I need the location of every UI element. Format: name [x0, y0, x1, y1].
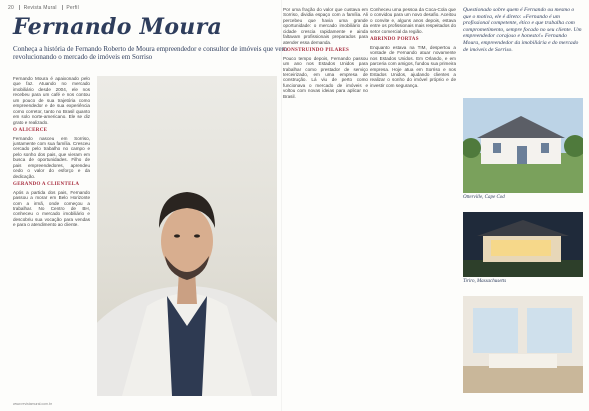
paragraph: Após a partida dos pais, Fernando passou a morar em Belo Horizonte com a irmã, onde começou a trabalhar. No Centro de BH, conheceu o mercado imobiliário e descobriu sua vocação para vendas e para o atendimento ao cliente. [13, 189, 90, 228]
window [541, 143, 549, 153]
pull-quote: Questionado sobre quem é Fernando ou mesmo o que o motiva, ele é direto: «Fernando é um profissional competente, ético e que trabalha com comprometimento, sempre focado no seu cliente. Um empreendedor corajoso e honesto!» Fernando Moura, empreendedor da imobiliária e do mercado de imóveis de Sorriso. [463, 7, 582, 53]
text-column-3 [370, 7, 456, 402]
window [527, 308, 572, 353]
lit-windows [491, 240, 551, 256]
magazine-name: Revista Mural [23, 5, 57, 11]
interior-illustration [463, 296, 583, 393]
paragraph: Enquanto estava na TIM, despertou a vontade de Fernando atuar novamente nos Estados Unidos. Em Orlando, e em parceria com amigos, fundou sua primeira empresa. Hoje atua em Sorriso e nos Estados Unidos, ajudando clientes a realizar o sonho do imóvel próprio e de investir com segurança. [370, 44, 456, 88]
door [517, 146, 527, 164]
masthead-divider [62, 5, 63, 10]
house-illustration [463, 98, 583, 193]
sofa [489, 354, 557, 368]
paragraph: Conheceu uma pessoa da Coca-Cola que o convidou para um novo desafio. Aceitou o convite e, alguns anos depois, estava entre os profissionais mais respeitados do setor comercial da região. [370, 7, 456, 34]
subheading-clientela: GERANDO A CLIENTELA [13, 182, 80, 188]
paragraph: Pouco tempo depois, Fernando passou um ano nos Estados Unidos para trabalhar como prestador de serviço terceirizado, em uma empresa de construção. Lá viu de perto como funcionava o mercado de imóveis e voltou com novas ideias para aplicar no Brasil. [283, 55, 368, 99]
masthead-divider [19, 5, 20, 10]
subheading-alicerce: O ALICERCE [13, 128, 48, 134]
masthead [8, 5, 82, 11]
window [473, 308, 518, 353]
text-column-1 [13, 76, 90, 396]
modern-house-illustration [463, 212, 583, 277]
window [493, 143, 501, 153]
paragraph: Fernando Moura é apaixonado pelo que faz. Atuando no mercado imobiliário desde 2004, ele nos recebeu para um café e nos contou um pouco de sua trajetória como empreendedor e de sua experiência como corretor, tanto no Brasil quanto em solo norte-americano. Ele se diz grato e realizado. [13, 76, 90, 125]
article-title: Fernando Moura [13, 14, 223, 40]
right-eye [194, 234, 200, 237]
ground [463, 260, 583, 277]
house-photo-otterville [463, 98, 583, 193]
photo-caption: Otterville, Cape Cod [463, 195, 505, 200]
portrait-photo [97, 76, 277, 396]
paragraph: Fernando nasceu em Sorriso, juntamente com sua família. Cresceu cercado pelo trabalho no campo e pelo sonho dos pais, que vieram em busca de oportunidades. Filho de pais empreendedores, aprendeu cedo o valor do esforço e da dedicação. [13, 135, 90, 179]
floor [463, 366, 583, 393]
portrait-illustration [97, 76, 277, 396]
section-name: Perfil [66, 5, 79, 11]
paragraph: Por uma fração do valor que custava em Sorriso, dividia espaço com a família. Ali percebeu que havia uma grande oportunidade: o mercado imobiliário da cidade crescia rapidamente e ainda faltavam profissionais preparados para atender essa demanda. [283, 7, 368, 45]
interior-photo [463, 296, 583, 393]
text-column-2 [283, 7, 368, 402]
subheading-portas: ABRINDO PORTAS [370, 37, 419, 43]
article-dek: Conheça a história de Fernando Roberto de Moura empreendedor e consultor de imóveis que vem revolucionando o mercado de imóveis em Sorriso [13, 45, 288, 62]
left-eye [174, 234, 180, 237]
page-gutter [281, 0, 282, 411]
house-photo-tiriro [463, 212, 583, 277]
subheading-pilares: CONSTRUINDO PILARES [283, 48, 350, 54]
page-number: 20 [8, 5, 14, 11]
photo-caption: Tiriro, Massachusetts [463, 279, 507, 284]
footer-url: www.revistamural.com.br [13, 402, 53, 406]
